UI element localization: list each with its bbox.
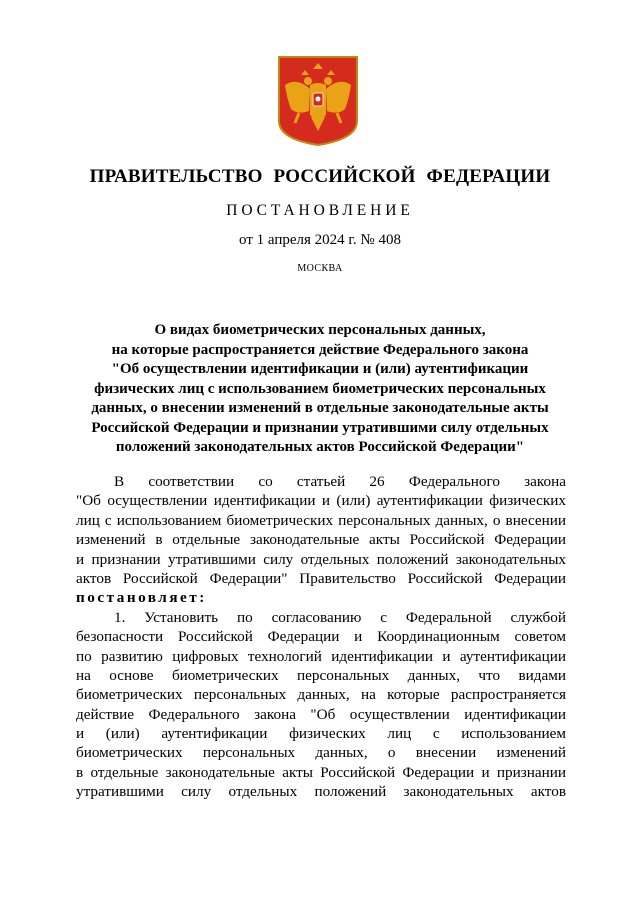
coat-of-arms-icon <box>277 55 359 147</box>
document-date-number: от 1 апреля 2024 г. № 408 <box>239 232 401 248</box>
heading-line: физических лиц с использованием биометрических персональных <box>94 380 546 397</box>
body-line: утратившими силу отдельных положений законодательных актов <box>76 783 566 801</box>
document-body <box>76 472 566 802</box>
heading-line: "Об осуществлении идентификации и (или) аутентификации <box>111 361 529 377</box>
body-line: и признании утратившими силу отдельных положений законодательных <box>76 550 566 568</box>
heading-line: Российской Федерации и признании утратившими силу отдельных <box>91 419 549 436</box>
body-line: и (или) аутентификации физических лиц с использованием <box>76 725 566 743</box>
body-line: изменений в отдельные законодательные акты Российской Федерации <box>76 531 566 549</box>
document-heading <box>70 321 570 458</box>
heading-line: О видах биометрических персональных данных, <box>154 322 486 338</box>
body-line: актов Российской Федерации" Правительство Российской Федерации <box>76 569 566 587</box>
body-line: 1. Установить по согласованию с Федеральной службой <box>114 608 566 626</box>
government-title: ПРАВИТЕЛЬСТВО РОССИЙСКОЙ ФЕДЕРАЦИИ <box>89 166 551 187</box>
body-line: В соответствии со статьей 26 Федерального закона <box>114 473 566 490</box>
body-line: действие Федерального закона "Об осуществлении идентификации <box>76 705 566 723</box>
body-line: по развитию цифровых технологий идентификации и аутентификации <box>76 647 566 665</box>
heading-line: данных, о внесении изменений в отдельные законодательные акты <box>91 400 549 416</box>
body-line: биометрических персональных данных, о внесении изменений <box>76 744 566 762</box>
body-line: "Об осуществлении идентификации и (или) аутентификации физических <box>76 492 566 510</box>
body-line: безопасности Российской Федерации и Координационным советом <box>76 628 566 646</box>
body-line: биометрических персональных данных, на которые распространяется <box>76 686 566 704</box>
resolves-word: постановляет: <box>76 589 207 607</box>
document-type: ПОСТАНОВЛЕНИЕ <box>226 202 414 219</box>
body-line: на основе биометрических персональных данных, что видами <box>76 666 566 684</box>
body-line: в отдельные законодательные акты Российской Федерации и признании <box>76 763 566 781</box>
heading-line: положений законодательных актов Российской Федерации" <box>115 439 525 455</box>
document-city: МОСКВА <box>297 263 343 274</box>
body-line: лиц с использованием биометрических персональных данных, о внесении <box>76 511 566 529</box>
heading-line: на которые распространяется действие Федерального закона <box>111 341 529 358</box>
